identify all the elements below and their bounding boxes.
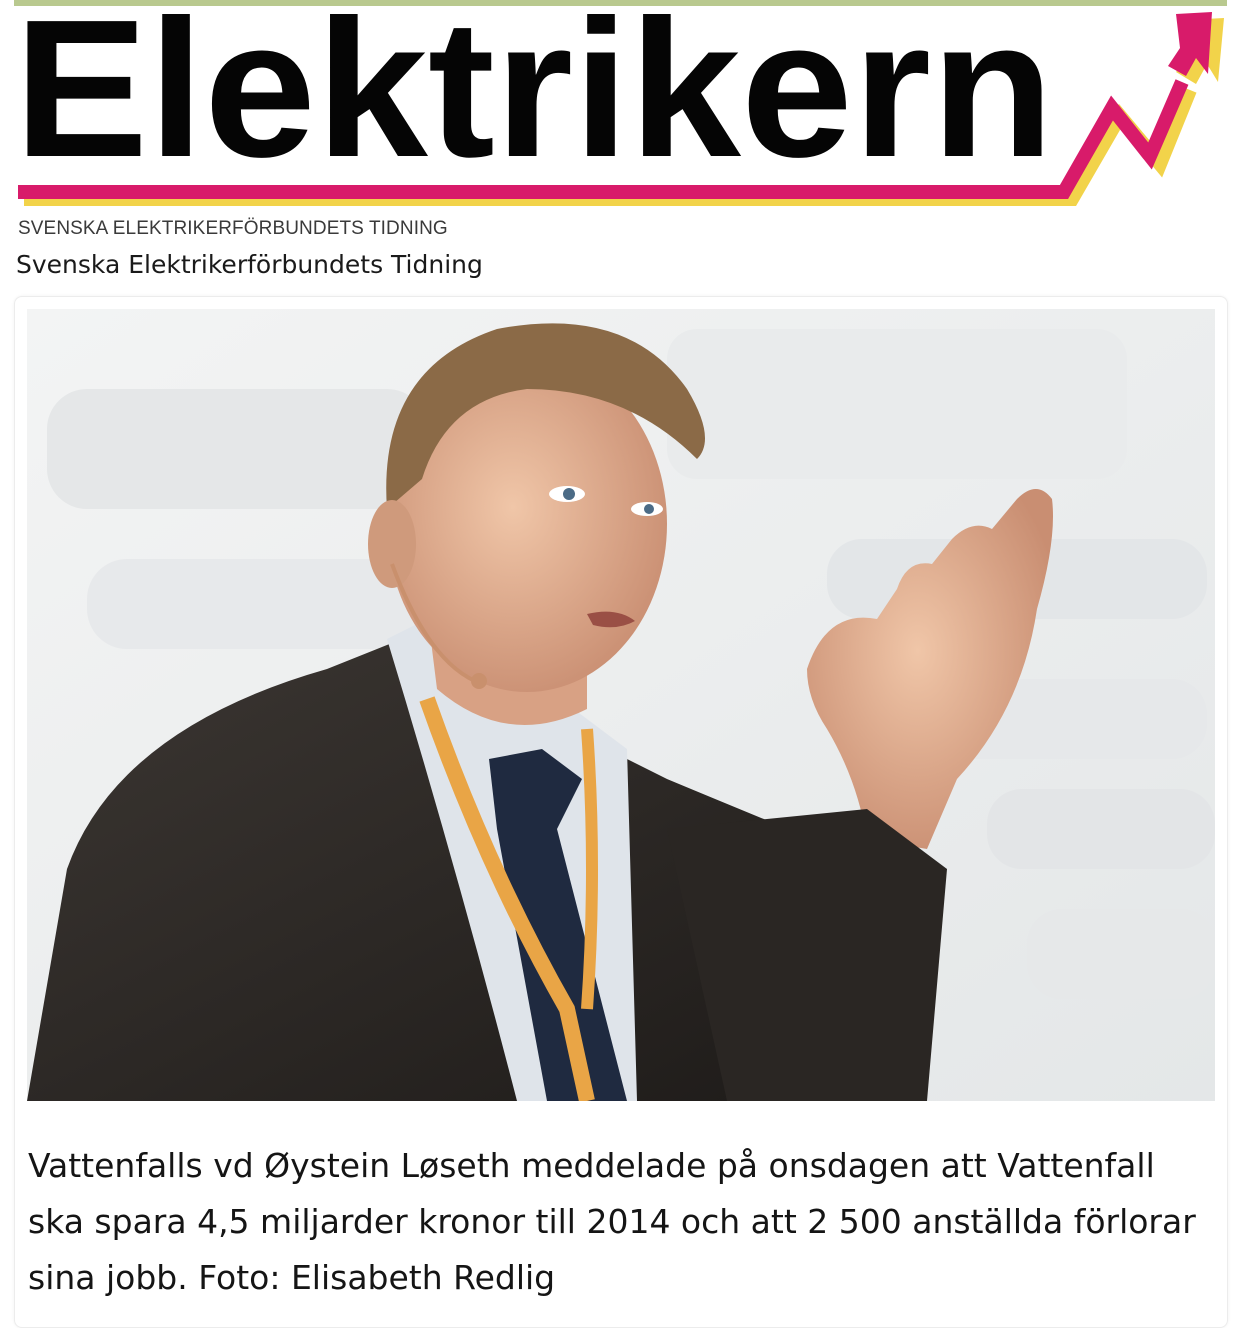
logo-arrowhead-pink — [1168, 12, 1212, 76]
speaker-photo-illustration — [27, 309, 1215, 1101]
masthead[interactable] — [0, 6, 1242, 216]
elektrikern-logo[interactable] — [0, 6, 1242, 216]
logo-wordmark: Elektrikern — [14, 6, 1054, 198]
masthead-subtitle: SVENSKA ELEKTRIKERFÖRBUNDETS TIDNING — [18, 218, 448, 239]
site-tagline[interactable]: Svenska Elektrikerförbundets Tidning — [16, 250, 483, 279]
photo-caption: Vattenfalls vd Øystein Løseth meddelade på onsdagen att Vattenfall ska spara 4,5 miljarder kronor till 2014 och att 2 500 anställda förlorar sina jobb. Foto: Elisabeth Redlig — [28, 1146, 1196, 1297]
article-photo[interactable] — [27, 309, 1215, 1101]
